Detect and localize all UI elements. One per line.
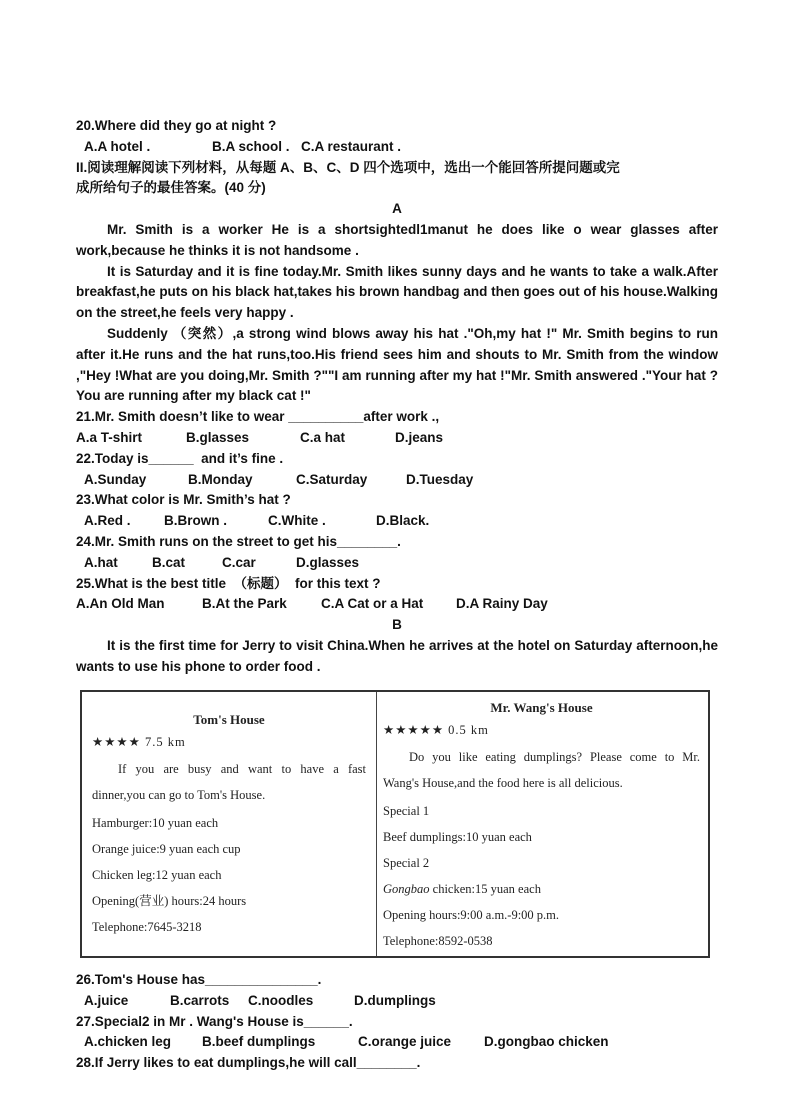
toms-menu-orange-juice: Orange juice:9 yuan each cup xyxy=(92,842,241,856)
q24-option-c: C.car xyxy=(222,554,256,570)
q23-question: 23.What color is Mr. Smith’s hat ? xyxy=(76,492,291,508)
q25-option-b: B.At the Park xyxy=(202,596,287,612)
q27-question: 27.Special2 in Mr . Wang's House is______. xyxy=(76,1013,353,1029)
wangs-house-ad xyxy=(377,692,708,956)
q26-option-c: C.noodles xyxy=(248,992,314,1008)
q21-options xyxy=(76,428,718,449)
q22-options xyxy=(76,470,718,491)
q22-option-b: B.Monday xyxy=(188,471,253,487)
q27-option-a: A.chicken leg xyxy=(84,1034,172,1050)
q20-options xyxy=(76,137,718,158)
toms-house-description: If you are busy and want to have a fast dinner,you can go to Tom's House. xyxy=(92,762,366,802)
q24-question: 24.Mr. Smith runs on the street to get his________. xyxy=(76,533,401,549)
q27-option-d: D.gongbao chicken xyxy=(484,1034,609,1050)
q26-question: 26.Tom's House has_______________. xyxy=(76,972,322,987)
exam-page xyxy=(76,116,718,678)
wangs-house-description: Do you like eating dumplings? Please come to Mr. Wang's House,and the food here is all delicious. xyxy=(383,750,700,790)
q21-option-c: C.a hat xyxy=(300,429,346,445)
q27-option-b: B.beef dumplings xyxy=(202,1034,316,1050)
q26-options xyxy=(76,991,718,1012)
q21-option-b: B.glasses xyxy=(186,429,250,445)
restaurant-ads-table xyxy=(80,690,710,958)
wangs-house-rating: ★★★★★ 0.5 km xyxy=(383,723,489,737)
q25-option-a: A.An Old Man xyxy=(76,596,165,612)
toms-opening-hours: Opening(营业) hours:24 hours xyxy=(92,894,247,908)
questions-b xyxy=(76,970,718,1074)
wangs-special-2-item xyxy=(383,876,700,902)
passage-a-paragraph-3: Suddenly （突然）,a strong wind blows away his hat ."Oh,my hat !" Mr. Smith begins to run after it.He runs and the hat runs,too.His friend sees him and shouts to Mr. Smith from the window ,"Hey !What are you doing,Mr. Smith ?""I am running after my hat !"Mr. Smith answered ."Your hat ? You are running after my black cat !" xyxy=(76,325,718,404)
q21-option-a: A.a T-shirt xyxy=(76,429,143,445)
passage-a-paragraph-2: It is Saturday and it is fine today.Mr. Smith likes sunny days and he wants to take a walk.After breakfast,he puts on his black hat,takes his brown handbag and then goes out of his house.Walking on the street,he feels very happy . xyxy=(76,263,718,321)
toms-menu-hamburger: Hamburger:10 yuan each xyxy=(92,816,219,830)
q21-question: 21.Mr. Smith doesn’t like to wear __________after work ., xyxy=(76,409,440,425)
q28-question: 28.If Jerry likes to eat dumplings,he will call________. xyxy=(76,1055,421,1071)
q26-option-a: A.juice xyxy=(84,992,129,1008)
wangs-special-1-item: Beef dumplings:10 yuan each xyxy=(383,830,532,844)
toms-telephone: Telephone:7645-3218 xyxy=(92,920,202,934)
q25-question: 25.What is the best title （标题） for this text ? xyxy=(76,575,381,591)
q20-option-c: C.A restaurant . xyxy=(301,138,402,154)
wangs-special-2-price: chicken:15 yuan each xyxy=(429,882,541,896)
q20-option-b: B.A school . xyxy=(212,138,290,154)
q24-option-d: D.glasses xyxy=(296,554,360,570)
q23-option-a: A.Red . xyxy=(84,513,131,529)
q20-question: 20.Where did they go at night ? xyxy=(76,118,277,133)
wangs-telephone: Telephone:8592-0538 xyxy=(383,934,493,948)
passage-b-label: B xyxy=(392,617,402,633)
q27-options xyxy=(76,1032,718,1053)
q20-option-a: A.A hotel . xyxy=(84,138,151,154)
q25-option-d: D.A Rainy Day xyxy=(456,596,548,612)
q25-option-c: C.A Cat or a Hat xyxy=(321,596,424,612)
q23-option-d: D.Black. xyxy=(376,513,430,529)
toms-house-rating: ★★★★ 7.5 km xyxy=(92,735,186,749)
wangs-special-2-name: Gongbao xyxy=(383,882,430,896)
q27-option-c: C.orange juice xyxy=(358,1034,452,1050)
section-heading-line2: 成所给句子的最佳答案。(40 分) xyxy=(76,180,266,196)
q21-option-d: D.jeans xyxy=(395,429,444,445)
q26-option-b: B.carrots xyxy=(170,992,230,1008)
q25-options xyxy=(76,594,718,615)
q22-option-c: C.Saturday xyxy=(296,471,368,487)
q22-option-a: A.Sunday xyxy=(84,471,147,487)
q23-options xyxy=(76,511,718,532)
toms-house-ad xyxy=(82,692,377,956)
wangs-opening-hours: Opening hours:9:00 a.m.-9:00 p.m. xyxy=(383,908,560,922)
q24-option-a: A.hat xyxy=(84,554,118,570)
section-heading-line1: II.阅读理解阅读下列材料，从每题 A、B、C、D 四个选项中，选出一个能回答所提问题或完 xyxy=(76,159,620,175)
passage-b-intro: It is the first time for Jerry to visit China.When he arrives at the hotel on Saturday afternoon,he wants to use his phone to order food . xyxy=(76,637,718,674)
toms-house-title: Tom's House xyxy=(193,712,265,727)
passage-a-label: A xyxy=(392,201,402,217)
wangs-special-2-label: Special 2 xyxy=(383,856,430,870)
q22-question: 22.Today is______ and it’s fine . xyxy=(76,450,284,466)
q23-option-c: C.White . xyxy=(268,513,326,529)
wangs-special-1-label: Special 1 xyxy=(383,804,430,818)
q23-option-b: B.Brown . xyxy=(164,513,227,529)
q24-option-b: B.cat xyxy=(152,554,186,570)
q26-option-d: D.dumplings xyxy=(354,992,436,1008)
toms-menu-chicken-leg: Chicken leg:12 yuan each xyxy=(92,868,222,882)
wangs-house-title: Mr. Wang's House xyxy=(490,700,593,715)
q24-options xyxy=(76,553,718,574)
passage-a-paragraph-1: Mr. Smith is a worker He is a shortsightedl1manut he does like o wear glasses after work,because he thinks it is not handsome . xyxy=(76,221,718,258)
q22-option-d: D.Tuesday xyxy=(406,471,474,487)
